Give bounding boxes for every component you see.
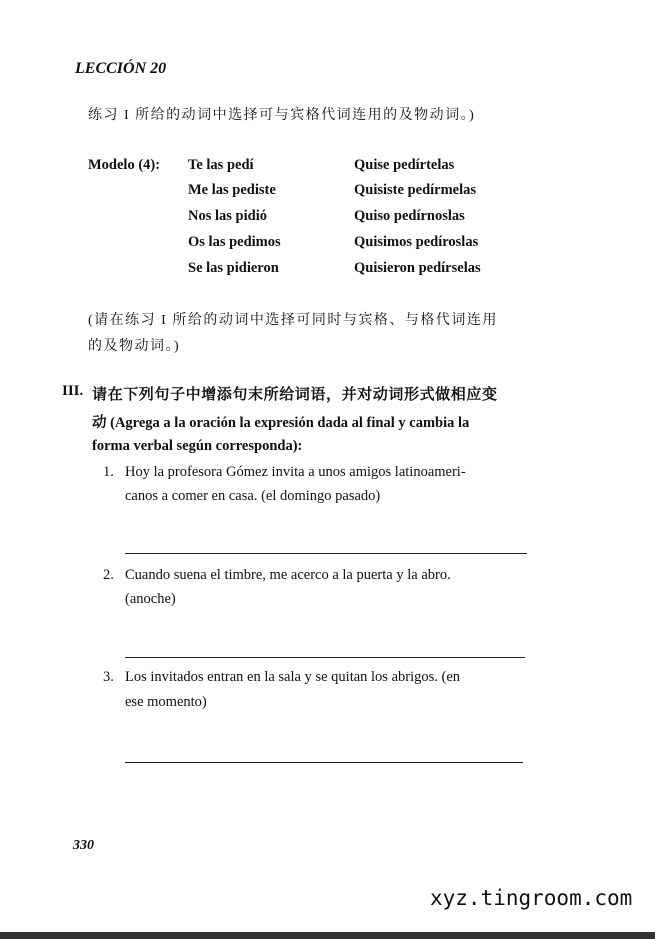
item-1-line-1: Hoy la profesora Gómez invita a unos amigos latinoameri- [125, 464, 466, 480]
section-title-line-2: 动 (Agrega a la oración la expresión dada al final y cambia la [92, 415, 470, 431]
item-2-line-2: (anoche) [125, 591, 176, 607]
watermark: xyz.tingroom.com [430, 886, 633, 910]
modelo-b-2: Quiso pedírnoslas [354, 208, 465, 224]
answer-line-3[interactable] [125, 762, 523, 763]
modelo-label: Modelo (4): [88, 157, 161, 173]
modelo-b-4: Quisieron pedírselas [354, 260, 481, 276]
modelo-a-4: Se las pidieron [188, 260, 279, 276]
bottom-edge-bar [0, 932, 655, 939]
note-line-2: 的及物动词。) [88, 339, 181, 354]
answer-line-2[interactable] [125, 657, 525, 658]
page-number: 330 [73, 838, 94, 853]
intro-line: 练习 I 所给的动词中选择可与宾格代词连用的及物动词。) [88, 108, 476, 123]
item-3-line-1: Los invitados entran en la sala y se quitan los abrigos. (en [125, 669, 461, 685]
note-line-1: (请在练习 I 所给的动词中选择可同时与宾格、与格代词连用 [88, 313, 498, 328]
item-1-line-2: canos a comer en casa. (el domingo pasado) [125, 488, 381, 504]
section-number: III. [62, 383, 84, 399]
modelo-b-3: Quisimos pedíroslas [354, 234, 479, 250]
section-title-line-3: forma verbal según corresponda): [92, 438, 303, 454]
modelo-b-1: Quisiste pedírmelas [354, 182, 477, 198]
item-3-line-2: ese momento) [125, 694, 207, 710]
item-2-number: 2. [103, 567, 114, 583]
answer-line-1[interactable] [125, 553, 527, 554]
modelo-a-0: Te las pedí [188, 157, 254, 173]
item-3-number: 3. [103, 669, 114, 685]
modelo-a-3: Os las pedimos [188, 234, 281, 250]
item-1-number: 1. [103, 464, 114, 480]
item-2-line-1: Cuando suena el timbre, me acerco a la puerta y la abro. [125, 567, 451, 583]
modelo-b-0: Quise pedírtelas [354, 157, 455, 173]
modelo-a-1: Me las pediste [188, 182, 276, 198]
section-title-line-1: 请在下列句子中增添句末所给词语，并对动词形式做相应变 [92, 387, 498, 403]
modelo-a-2: Nos las pidió [188, 208, 267, 224]
lesson-header: LECCIÓN 20 [75, 60, 167, 77]
